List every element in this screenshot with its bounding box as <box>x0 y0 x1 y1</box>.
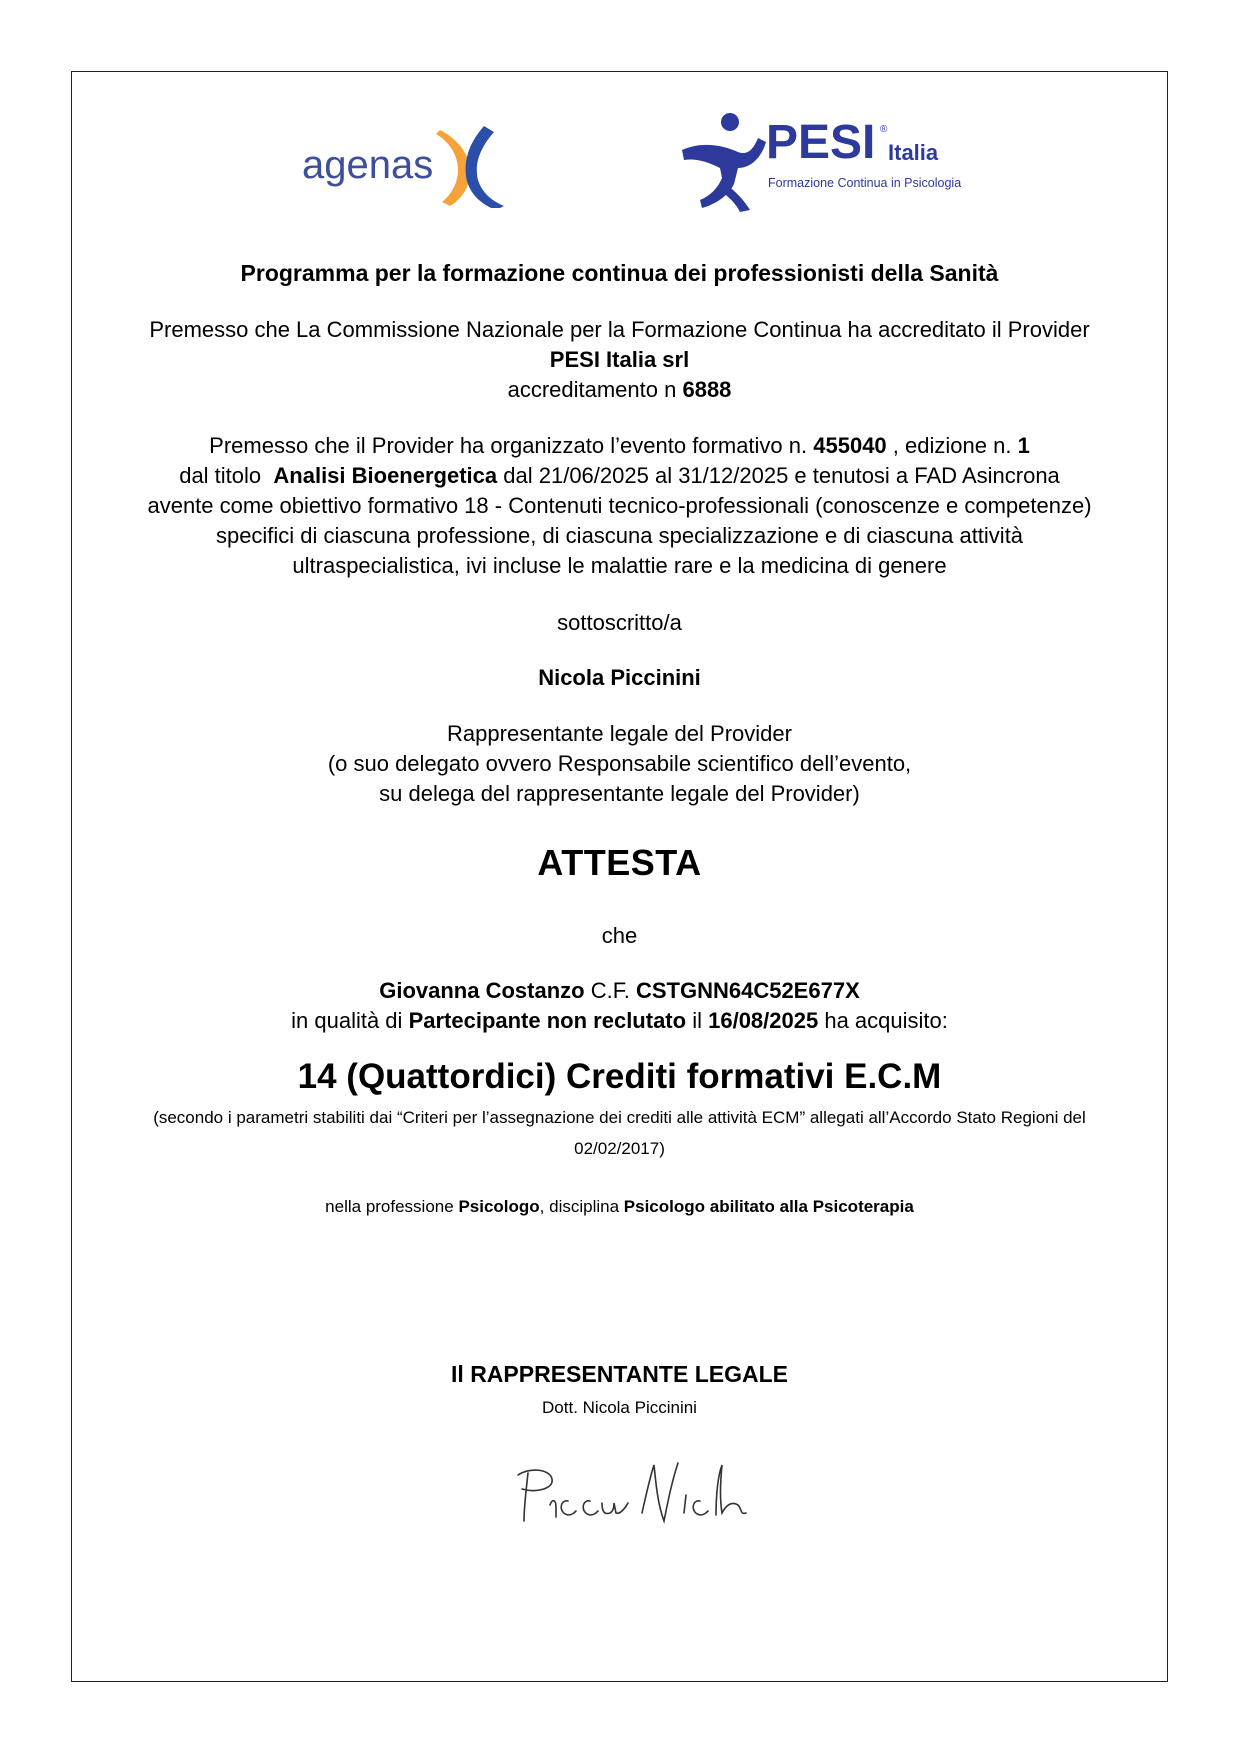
participant-line-2: in qualità di Partecipante non reclutato il 16/08/2025 ha acquisito: <box>291 1008 948 1033</box>
edition-number: 1 <box>1017 433 1030 458</box>
agenas-logo <box>300 118 515 208</box>
registered-mark: ® <box>880 124 888 135</box>
che-label: che <box>601 923 638 948</box>
participant-role: Partecipante non reclutato <box>408 1008 687 1033</box>
credits-heading: 14 (Quattordici) Crediti formativi E.C.M <box>297 1057 942 1096</box>
program-title: Programma per la formazione continua dei professionisti della Sanità <box>240 260 999 286</box>
signatory-label: sottoscritto/a <box>557 610 682 635</box>
acquisition-date: 16/08/2025 <box>708 1008 819 1033</box>
premise-event <box>71 431 1168 581</box>
premise-provider-text: Premesso che La Commissione Nazionale per la Formazione Continua ha accreditato il Provider <box>149 317 1090 342</box>
legal-representative-name: Dott. Nicola Piccinini <box>542 1398 697 1417</box>
attesta-heading: ATTESTA <box>537 842 702 883</box>
participant-cf: CSTGNN64C52E677X <box>635 978 860 1003</box>
agenas-orange-mark <box>436 130 470 206</box>
profession-name: Psicologo <box>458 1197 540 1216</box>
event-line-5: ultraspecialistica, ivi incluse le malattie rare e la medicina di genere <box>292 553 947 578</box>
event-line-2: dal titolo Analisi Bioenergetica dal 21/06/2025 al 31/12/2025 e tenutosi a FAD Asincrona <box>179 463 1060 488</box>
participant-line-1: Giovanna Costanzo C.F. CSTGNN64C52E677X <box>379 978 860 1003</box>
pesi-logo <box>680 112 1000 212</box>
provider-name: PESI Italia srl <box>549 347 690 372</box>
pesi-figure-icon <box>682 113 766 212</box>
discipline-name: Psicologo abilitato alla Psicoterapia <box>623 1197 914 1216</box>
signatory-role: Rappresentante legale del Provider (o suo delegato ovvero Responsabile scientifico dell’evento, su delega del rappresentante legale del Provider) <box>327 721 912 806</box>
pesi-logo-text: PESI <box>766 116 876 169</box>
event-title: Analisi Bioenergetica <box>273 463 498 488</box>
event-number: 455040 <box>813 433 887 458</box>
agenas-logo-text: agenas <box>302 143 434 187</box>
agenas-blue-mark <box>466 126 504 208</box>
accreditation-number: 6888 <box>682 377 732 402</box>
event-line-3: avente come obiettivo formativo 18 - Contenuti tecnico-professionali (conoscenze e competenze) <box>147 493 1092 518</box>
handwritten-signature <box>510 1455 750 1535</box>
pesi-logo-subtext: Italia <box>888 140 939 165</box>
legal-representative-title: Il RAPPRESENTANTE LEGALE <box>451 1361 788 1387</box>
event-line-1: Premesso che il Provider ha organizzato l’evento formativo n. 455040 , edizione n. 1 <box>209 433 1030 458</box>
signatory-name: Nicola Piccinini <box>538 665 701 690</box>
participant-block <box>71 976 1168 1036</box>
participant-name: Giovanna Costanzo <box>379 978 585 1003</box>
pesi-tagline: Formazione Continua in Psicologia <box>768 176 962 190</box>
event-line-4: specifici di ciascuna professione, di ciascuna specializzazione e di ciascuna attività <box>215 523 1024 548</box>
credits-note: (secondo i parametri stabiliti dai “Criteri per l’assegnazione dei crediti alle attività ECM” allegati all’Accordo Stato Regioni del 02/02/2017) <box>153 1108 1086 1158</box>
accreditation-line: accreditamento n 6888 <box>507 377 732 402</box>
premise-provider <box>71 315 1168 405</box>
profession-line: nella professione Psicologo, disciplina Psicologo abilitato alla Psicoterapia <box>325 1197 914 1216</box>
